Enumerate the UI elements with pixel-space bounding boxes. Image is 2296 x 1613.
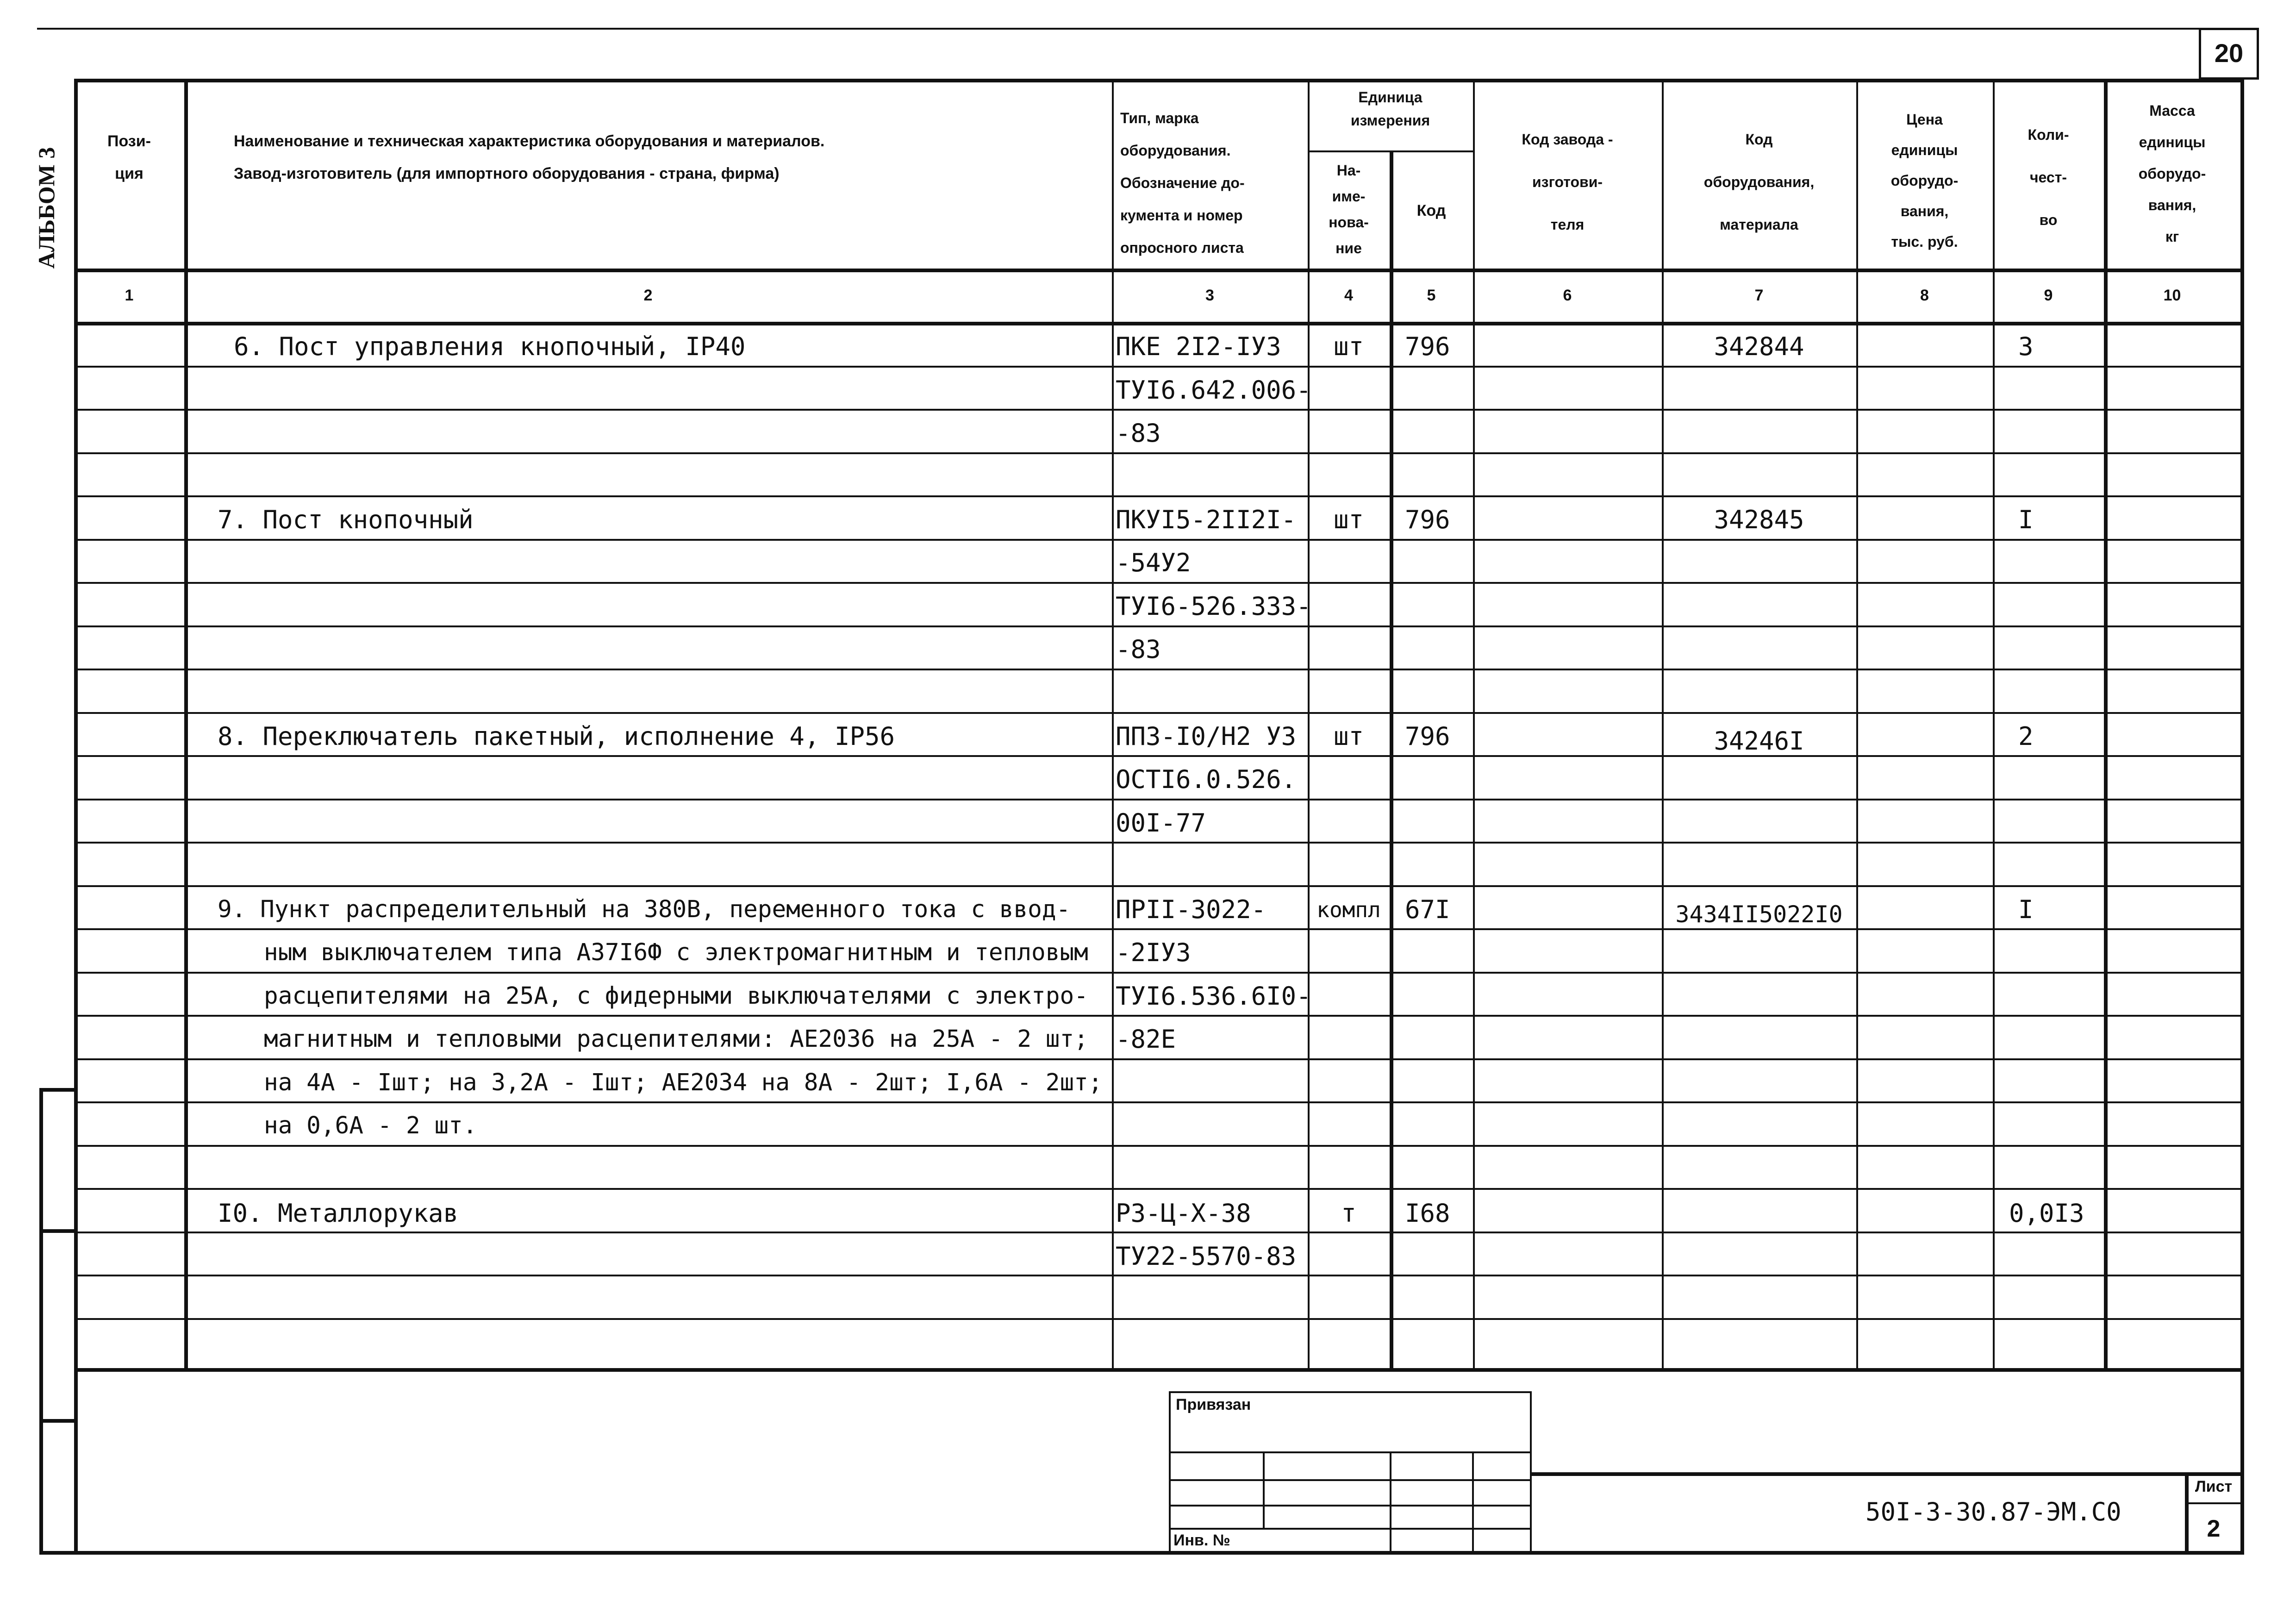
top-sheet-number-box [2199,28,2259,80]
sheet-label: Лист [2195,1478,2233,1495]
item-name: расцепителями на 25А, с фидерными выключателями с электро- [264,982,1088,1010]
col-number: 1 [125,287,134,304]
item-type: ТУI6.642.006- [1116,375,1311,405]
item-type: ТУI6.536.6I0- [1116,982,1311,1011]
item-unit-code: 67I [1405,895,1450,924]
item-name: 6. Пост управления кнопочный, IP40 [234,332,746,361]
col-number: 3 [1205,287,1214,304]
item-quantity: I [2018,505,2034,534]
item-type: ТУ22-5570-83 [1116,1242,1297,1271]
item-type: ПРII-3022- [1116,895,1267,924]
header-quantity: Коли- чест- во [2028,126,2069,228]
item-type: -54У2 [1116,548,1191,577]
item-unit: шт [1333,505,1364,534]
top-sheet-number: 20 [2214,38,2244,68]
item-name: 8. Переключатель пакетный, исполнение 4, IP56 [218,722,895,751]
item-unit: компл [1316,897,1381,922]
stamp-bound-label: Привязан [1176,1396,1251,1413]
item-type: ОСТI6.0.526. [1116,765,1297,794]
stamp-inventory-label: Инв. № [1173,1532,1230,1549]
item-equipment-code: 3434II5022I0 [1675,901,1843,928]
item-name: на 4А - Iшт; на 3,2А - Iшт; АЕ2034 на 8А - 2шт; I,6А - 2шт; [264,1069,1103,1096]
header-position: Пози- ция [107,132,151,182]
item-unit-code: I68 [1405,1199,1450,1228]
document-code: 50I-3-30.87-ЭМ.С0 [1866,1497,2121,1526]
sheet-number: 2 [2207,1515,2221,1542]
item-unit-code: 796 [1405,505,1450,534]
item-unit: шт [1333,332,1364,361]
item-equipment-code: 34246I [1714,726,1804,756]
col-number: 4 [1344,287,1353,304]
item-name: I0. Металлорукав [218,1199,459,1228]
item-type: -83 [1116,635,1161,664]
header-factory-code: Код завода - изготови- теля [1522,131,1613,233]
item-type: -83 [1116,419,1161,448]
item-type: 00I-77 [1116,808,1206,838]
col-number: 6 [1563,287,1572,304]
item-type: ТУI6-526.333- [1116,592,1311,621]
col-number: 8 [1920,287,1929,304]
item-unit: шт [1333,722,1364,751]
item-quantity: 2 [2018,722,2034,751]
side-label: АЛЬБОМ 3 [33,147,59,269]
header-unit-code: Код [1416,202,1446,219]
item-type: ПП3-I0/Н2 У3 [1116,722,1297,751]
item-type: ПКЕ 2I2-IУ3 [1116,332,1281,361]
item-name: магнитным и тепловыми расцепителями: АЕ2036 на 25А - 2 шт; [264,1025,1088,1053]
header-equipment-code: Код оборудования, материала [1703,131,1815,233]
item-type: -82Е [1116,1025,1176,1054]
col-number: 2 [643,287,653,304]
item-name: на 0,6А - 2 шт. [264,1112,477,1139]
item-name: ным выключателем типа А37I6Ф с электромагнитным и тепловым [264,939,1088,966]
col-number: 7 [1754,287,1764,304]
item-quantity: 0,0I3 [2009,1199,2084,1228]
header-type: Тип, марка оборудования. Обозначение до- кумента и номер опросного листа [1120,110,1245,256]
col-number: 5 [1427,287,1436,304]
item-quantity: I [2018,895,2034,924]
col-number: 9 [2044,287,2053,304]
item-name: 7. Пост кнопочный [218,505,474,534]
item-type: -2IУ3 [1116,938,1191,967]
item-type: ПКУI5-2II2I- [1116,505,1297,534]
item-equipment-code: 342845 [1714,505,1804,534]
item-equipment-code: 342844 [1714,332,1804,361]
item-name: 9. Пункт распределительный на 380В, переменного тока с ввод- [218,896,1071,923]
item-unit-code: 796 [1405,332,1450,361]
item-quantity: 3 [2018,332,2034,361]
header-price: Цена единицы оборудо- вания, тыс. руб. [1890,111,1959,250]
header-name: Наименование и техническая характеристика оборудования и материалов. Завод-изготовитель (для импортного оборудования - страна, фирма) [234,132,825,182]
item-type: Р3-Ц-Х-38 [1116,1199,1251,1228]
header-unit-group: Единица измерения [1350,89,1430,129]
item-unit: т [1341,1199,1356,1228]
item-unit-code: 796 [1405,722,1450,751]
col-number: 10 [2163,287,2181,304]
header-unit-name: На- име- нова- ние [1329,162,1369,256]
header-mass: Масса единицы оборудо- вания, кг [2138,102,2206,245]
